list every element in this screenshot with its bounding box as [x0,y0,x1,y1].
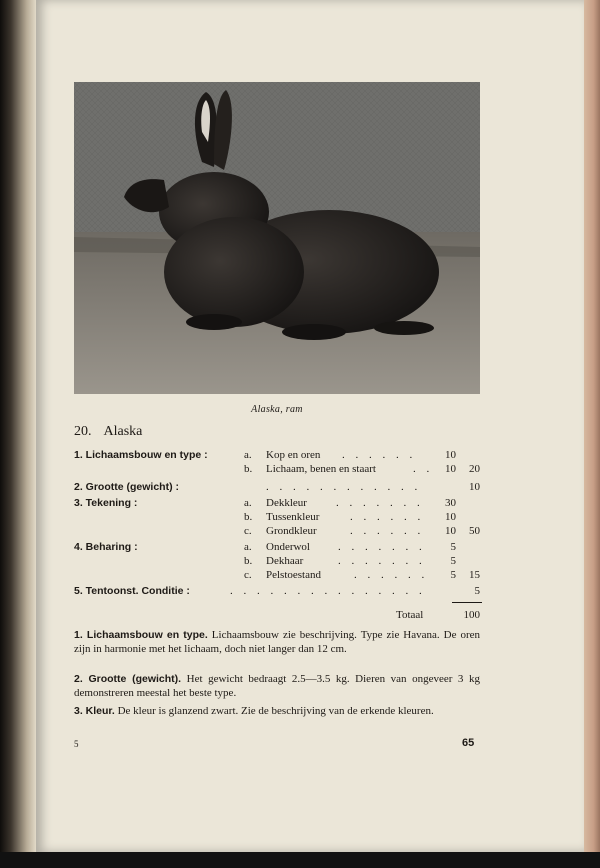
paragraph-heading: 3. Kleur. [74,705,115,717]
book-gutter [0,0,36,868]
item-text: Onderwol [266,541,310,553]
paragraph-heading: 2. Grootte (gewicht). [74,673,182,685]
paragraph-body: Lichaamsbouw zie beschrijving. Type zie Havana. De oren zijn in harmonie met het lichaam, doch niet langer dan 12 cm. [74,629,480,655]
total-rule [452,602,482,603]
page-edge [584,0,600,852]
rabbit-illustration [74,82,480,394]
item-text: Tussenkleur [266,511,320,523]
item-letter: c. [244,569,252,581]
item-letter: a. [244,449,252,461]
signature-mark: 5 [74,739,79,749]
total-label: Totaal [396,609,424,621]
item-points: 5 [450,569,456,581]
total-value: 100 [463,609,480,621]
item-text: Lichaam, benen en staart [266,463,376,475]
paragraph-heading: 1. Lichaamsbouw en type. [74,629,208,641]
leader-dots: . . . . . . . . . . . . . . . [230,585,426,597]
criterion-label: 1. Lichaamsbouw en type : [74,449,208,461]
item-text: Dekhaar [266,555,304,567]
leader-dots: . . . . . . [342,449,417,461]
leader-dots: . . . . . . [350,511,425,523]
item-points: 30 [445,497,456,509]
leader-dots: . . [413,463,434,475]
item-text: Pelstoestand [266,569,321,581]
leader-dots: . . . . . . . [336,497,424,509]
criterion-total: 5 [474,585,480,597]
page-number: 65 [462,737,475,749]
leader-dots: . . . . . . . . . . . . [266,481,422,493]
item-letter: a. [244,541,252,553]
paragraph-body: Het gewicht bedraagt 2.5—3.5 kg. Dieren van ongeveer 3 kg demonstreren meestal het beste type. [74,673,480,699]
item-points: 10 [445,525,456,537]
item-letter: b. [244,463,253,475]
leader-dots: . . . . . . . [338,541,426,553]
item-points: 10 [445,463,456,475]
item-letter: b. [244,555,253,567]
book-bottom-edge [0,852,600,868]
item-points: 5 [450,555,456,567]
rabbit-photo [74,82,480,394]
item-letter: a. [244,497,252,509]
item-letter: b. [244,511,253,523]
criterion-total: 10 [469,481,480,493]
paragraph [74,704,480,718]
item-letter: c. [244,525,252,537]
leader-dots: . . . . . . [354,569,429,581]
item-points: 10 [445,449,456,461]
section-title: Alaska [103,424,143,439]
criterion-label: 4. Beharing : [74,541,138,553]
criterion-total: 20 [469,463,480,475]
paragraph [74,628,480,656]
paragraph [74,672,480,700]
item-points: 10 [445,511,456,523]
item-text: Dekkleur [266,497,307,509]
section-heading [74,424,142,440]
item-text: Kop en oren [266,449,321,461]
item-points: 5 [450,541,456,553]
leader-dots: . . . . . . . [338,555,426,567]
leader-dots: . . . . . . [350,525,425,537]
figure-caption: Alaska, ram [251,404,303,415]
criterion-total: 50 [469,525,480,537]
criterion-label: 2. Grootte (gewicht) : [74,481,179,493]
criterion-label: 5. Tentoonst. Conditie : [74,585,190,597]
paragraph-body: De kleur is glanzend zwart. Zie de beschrijving van de erkende kleuren. [117,705,434,717]
criterion-label: 3. Tekening : [74,497,138,509]
section-number: 20. [74,424,92,439]
criterion-total: 15 [469,569,480,581]
item-text: Grondkleur [266,525,317,537]
